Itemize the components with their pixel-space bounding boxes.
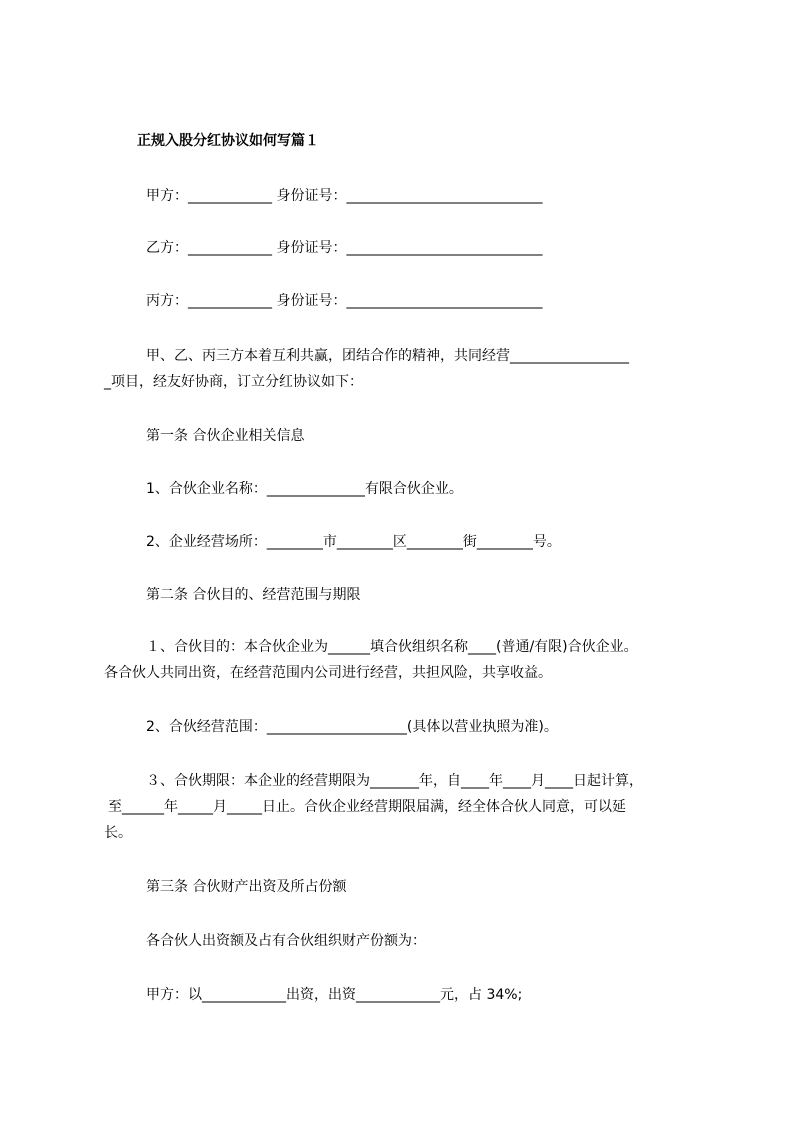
article-2-heading: 第二条 合伙目的、经营范围与期限: [146, 587, 361, 603]
party-c-line: 丙方：____________ 身份证号：____________________________: [146, 293, 543, 309]
article-1-item-2: 2、企业经营场所：________市________区________街________号。: [146, 534, 561, 550]
article-3-party-a: 甲方：以____________出资，出资____________元，占 34%;: [146, 987, 523, 1003]
article-1-item-1: 1、合伙企业名称：______________有限合伙企业。: [146, 481, 463, 497]
article-2-item-1-line-2: 各合伙人共同出资，在经营范围内公司进行经营，共担风险，共享收益。: [104, 665, 552, 681]
intro-paragraph-line-1: 甲、乙、丙三方本着互利共赢，团结合作的精神，共同经营_________________: [146, 348, 629, 364]
article-2-item-3-line-2: 至______年_____月_____日止。合伙企业经营期限届满，经全体合伙人同意，可以延: [108, 799, 626, 815]
intro-paragraph-line-2: _项目，经友好协商，订立分红协议如下：: [104, 374, 363, 390]
article-2-item-1-line-1: １、合伙目的：本合伙企业为______填合伙组织名称____(普通/有限)合伙企业。: [146, 639, 638, 655]
article-3-intro: 各合伙人出资额及占有合伙组织财产份额为：: [146, 933, 426, 949]
party-a-line: 甲方：____________ 身份证号：____________________________: [146, 188, 543, 204]
document-title: 正规入股分红协议如何写篇１: [137, 133, 319, 149]
party-b-line: 乙方：____________ 身份证号：____________________________: [146, 240, 543, 256]
article-2-item-3-line-3: 长。: [104, 825, 132, 841]
article-2-item-3-line-1: ３、合伙期限：本企业的经营期限为_______年，自____年____月____日起计算，: [146, 773, 643, 789]
article-1-heading: 第一条 合伙企业相关信息: [146, 428, 305, 444]
article-3-heading: 第三条 合伙财产出资及所占份额: [146, 879, 347, 895]
article-2-item-2: 2、合伙经营范围：____________________(具体以营业执照为准)。: [146, 719, 558, 735]
